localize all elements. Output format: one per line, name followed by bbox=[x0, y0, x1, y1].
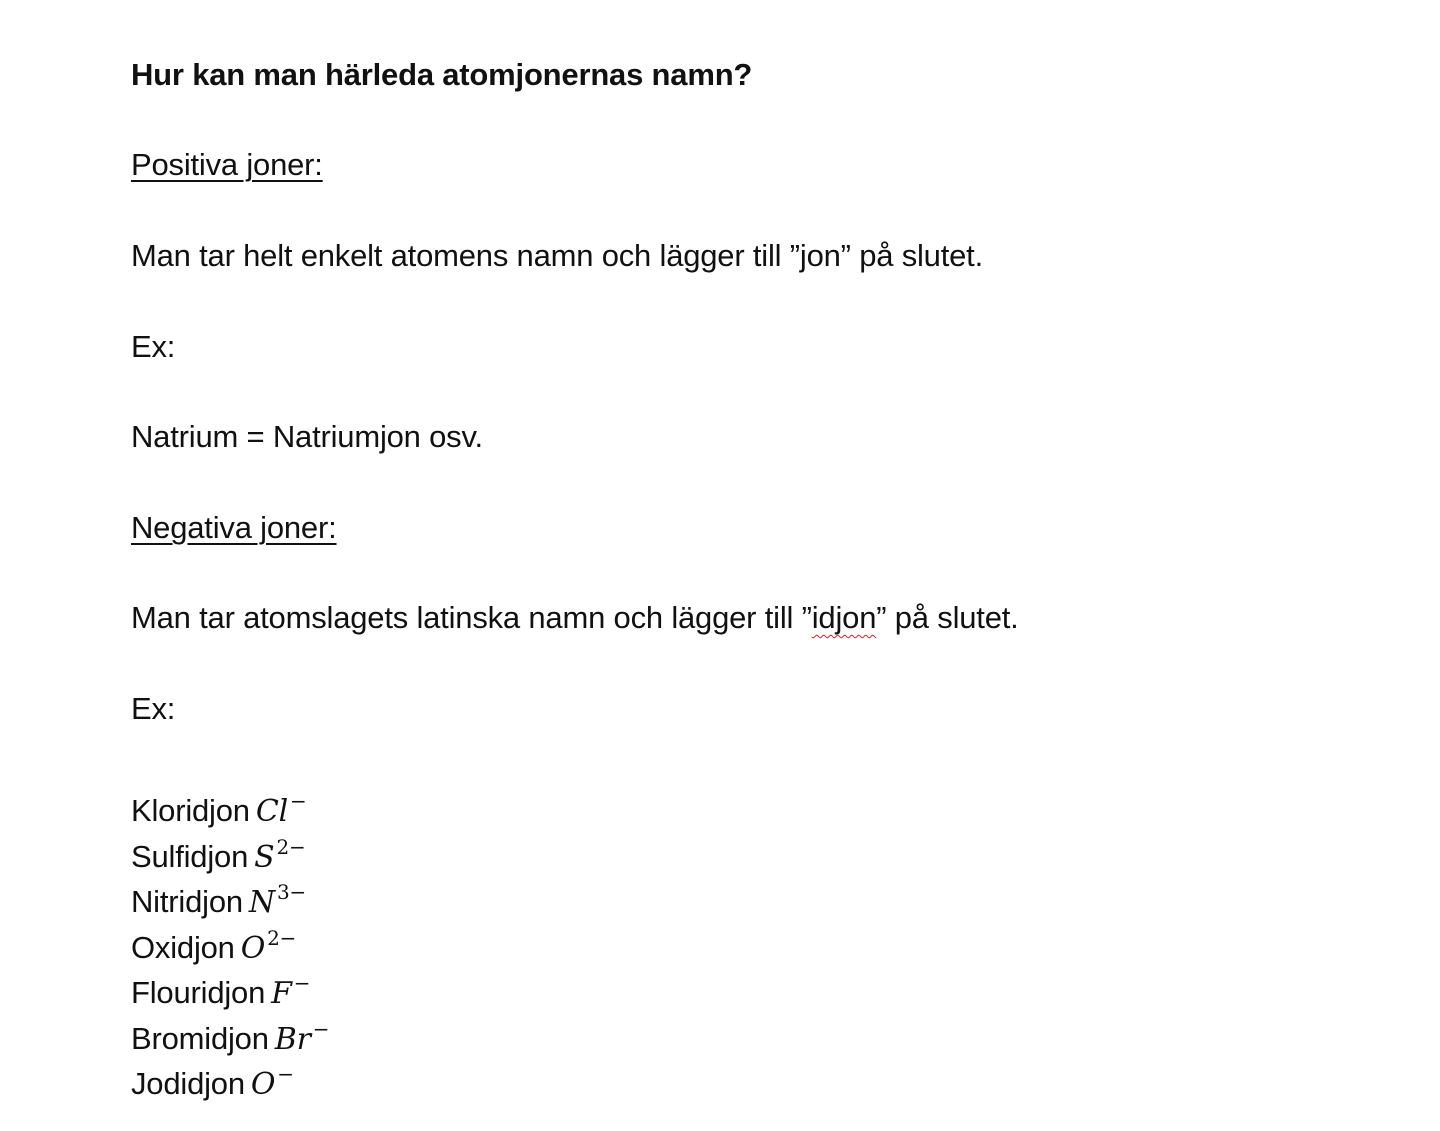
ion-name: Bromidjon bbox=[131, 1020, 269, 1056]
document-title: Hur kan man härleda atomjonernas namn? bbox=[131, 57, 753, 92]
ion-name: Sulfidjon bbox=[131, 838, 249, 874]
positive-ions-rule: Man tar helt enkelt atomens namn och lägger till ”jon” på slutet. bbox=[131, 238, 984, 273]
ion-charge: − bbox=[312, 1016, 330, 1041]
ion-name: Kloridjon bbox=[131, 793, 250, 828]
ion-formula bbox=[255, 789, 307, 829]
ion-formula bbox=[250, 1062, 294, 1102]
rule-text-after: ” på slutet. bbox=[876, 600, 1019, 635]
spellcheck-flagged-word[interactable]: idjon bbox=[811, 600, 877, 635]
ion-charge: − bbox=[293, 971, 311, 995]
ion-list bbox=[131, 779, 330, 1102]
ion-symbol: N bbox=[248, 885, 275, 920]
ion-formula bbox=[271, 971, 311, 1011]
ion-symbol: O bbox=[240, 930, 266, 966]
ion-name: Nitridjon bbox=[131, 884, 243, 919]
ion-charge: − bbox=[277, 1062, 294, 1086]
ion-name: Flouridjon bbox=[131, 975, 266, 1010]
ion-item bbox=[131, 1007, 330, 1057]
ion-charge: − bbox=[289, 789, 307, 813]
positive-example: Natrium = Natriumjon osv. bbox=[131, 419, 483, 454]
negative-ions-rule bbox=[131, 599, 1019, 637]
ion-item bbox=[131, 916, 329, 966]
ion-name: Oxidjon bbox=[131, 929, 235, 965]
ion-symbol: Cl bbox=[255, 794, 288, 829]
negative-example-label: Ex: bbox=[131, 691, 176, 726]
ion-item bbox=[131, 1052, 329, 1102]
document-page bbox=[131, 0, 1381, 1131]
ion-item bbox=[131, 961, 329, 1011]
ion-name: Jodidjon bbox=[131, 1066, 245, 1101]
rule-text-before: Man tar atomslagets latinska namn och lägger till ” bbox=[131, 600, 812, 635]
ion-charge: 2− bbox=[267, 925, 297, 950]
ion-item bbox=[131, 779, 329, 829]
ion-symbol: Br bbox=[274, 1021, 311, 1057]
ion-symbol: F bbox=[271, 976, 292, 1011]
ion-charge: 3− bbox=[276, 880, 307, 904]
ion-symbol: S bbox=[254, 839, 275, 875]
negative-ions-heading: Negativa joner: bbox=[131, 510, 337, 545]
ion-charge: 2− bbox=[276, 834, 306, 859]
positive-ions-heading: Positiva joner: bbox=[131, 147, 323, 182]
ion-item bbox=[131, 825, 329, 875]
ion-formula bbox=[248, 880, 307, 920]
ion-symbol: O bbox=[250, 1067, 276, 1102]
ion-item bbox=[131, 870, 329, 920]
positive-example-label: Ex: bbox=[131, 329, 176, 364]
